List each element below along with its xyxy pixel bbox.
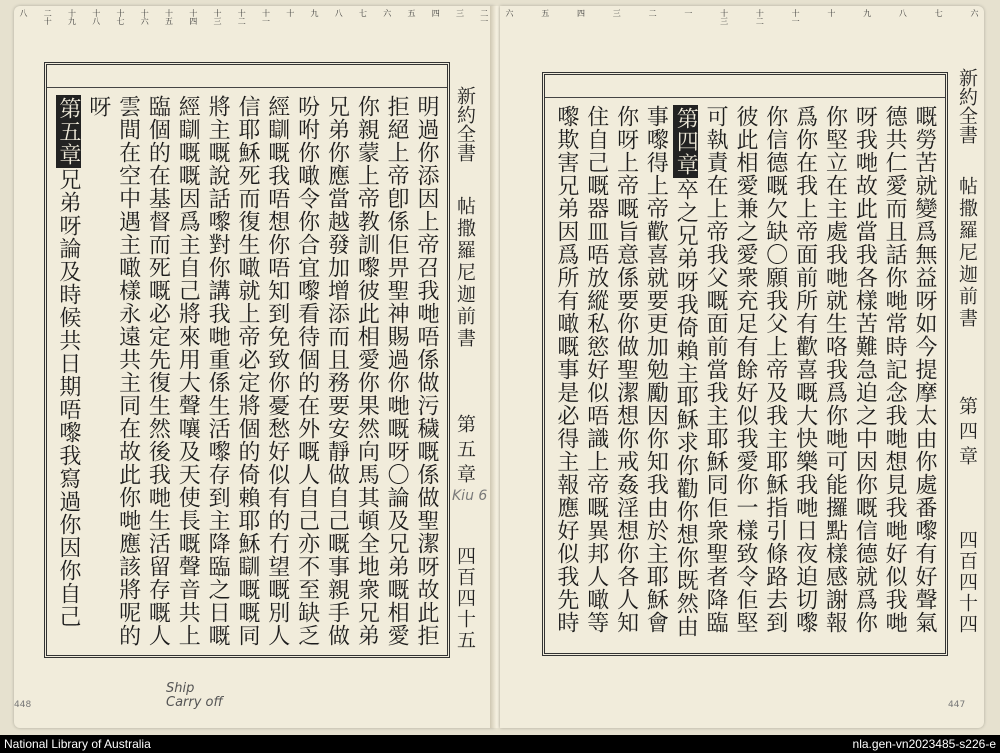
left-text-column-3: 你親蒙上帝教訓嚟彼此相愛你果然向馬其頓全地衆兄弟: [354, 95, 380, 647]
right-tick-2: 七: [934, 9, 944, 17]
right-epistle-title: 帖撒羅尼迦前書: [956, 176, 978, 330]
right-text-column-5: 爲你在我上帝面前所有歡喜嘅大快樂我哋日夜迫切嚟: [792, 105, 818, 634]
right-book-title: 新約全書: [956, 68, 978, 144]
left-text-frame: [44, 62, 450, 658]
right-tick-row: [504, 9, 980, 27]
right-tick-8: 十三: [719, 9, 729, 25]
left-tick-7: 八: [334, 9, 344, 17]
left-tick-14: 十五: [164, 9, 174, 25]
right-text-column-9: 第四章卒之兄弟呀我倚賴主耶穌求你勸你想你既然由: [673, 107, 699, 638]
right-text-column-4: 你堅立在主處我哋就生咯我爲你哋可能攞點樣感謝報: [822, 105, 848, 634]
right-text-column-11: 你呀上帝嘅旨意係要你做聖潔想你戒姦淫想你各人知: [613, 105, 639, 634]
right-text-column-8: 可執責在上帝我父嘅面前當我主耶穌同佢衆聖者降臨: [703, 105, 729, 634]
left-tick-11: 十二: [237, 9, 247, 25]
left-text-column-11: 雲間在空中遇主噉樣永遠共主同在故此你哋應該將呢的: [115, 95, 141, 647]
left-tick-6: 七: [358, 9, 368, 17]
right-tick-11: 三: [612, 9, 622, 17]
left-tick-10: 十一: [261, 9, 271, 25]
left-tick-13: 十四: [188, 9, 198, 25]
pencil-note-ship-line1: Ship: [166, 681, 195, 696]
left-tick-18: 十九: [67, 9, 77, 25]
left-text-column-10: 臨個的在基督而死嘅必定先復生然後我哋生活留存嘅人: [145, 95, 171, 647]
left-tick-4: 五: [407, 9, 416, 17]
left-text-column-6: 經瞓嘅我唔想你唔知到免致你憂愁好似有的冇望嘅別人: [264, 95, 290, 647]
right-tick-9: 一: [683, 9, 693, 17]
right-text-column-1: 嘅勞苦就變爲無益呀如今提摩太由你處番嚟有好聲氣: [912, 105, 937, 634]
left-tick-12: 十三: [213, 9, 222, 25]
footer-bar: [0, 735, 1000, 753]
left-page-number: 四百四十五: [454, 546, 476, 651]
right-page-number: 四百四十四: [956, 530, 978, 635]
left-text-column-7: 信耶穌死而復生噉就上帝必定將個的倚賴耶穌瞓嘅嘅同: [234, 95, 260, 647]
right-tick-4: 九: [862, 9, 872, 17]
left-text-columns: [53, 95, 441, 649]
right-tick-3: 八: [898, 9, 908, 17]
left-tick-17: 十八: [91, 9, 101, 25]
left-text-column-1: 明過你添因上帝召我哋唔係做污穢嘅係做聖潔呀故此拒: [414, 95, 439, 647]
left-text-column-5: 吩咐你噉令你合宜嚟看待個的在外嘅人自己亦不至缺乏: [294, 95, 320, 647]
right-text-column-10: 事嚟得上帝歡喜就要更加勉勵因你知我由於主耶穌會: [643, 105, 669, 634]
left-top-rule: [47, 87, 447, 88]
right-text-column-13: 嚟欺害兄弟因爲所有噉嘅事是必得主報應好似我先時: [553, 105, 579, 634]
footer-identifier: nla.gen-vn2023485-s226-e: [852, 737, 996, 751]
right-top-rule: [545, 97, 945, 98]
right-text-column-12: 住自己嘅器皿唔放縱私慾好似唔識上帝嘅異邦人噉等: [583, 105, 609, 634]
right-chapter-label: 第四章: [956, 396, 978, 471]
right-tick-13: 五: [540, 9, 550, 17]
left-epistle-title: 帖撒羅尼迦前書: [454, 196, 476, 350]
left-tick-19: 二十: [43, 9, 53, 25]
right-text-column-2: 德共仁愛而且話你哋常時記念我哋想見我哋好似我哋: [882, 105, 908, 634]
left-text-column-9: 經瞓嘅嘅因爲主自己將來用大聲嚷及天使長嘅聲音共上: [175, 95, 201, 647]
left-tick-15: 十六: [140, 9, 150, 25]
left-tick-8: 九: [310, 9, 319, 17]
left-chapter-label: 第五章: [454, 414, 476, 489]
left-tick-row: [18, 9, 490, 27]
pencil-note-ship: [166, 682, 223, 710]
pencil-page-number-right: 447: [948, 700, 966, 710]
left-page: [14, 6, 494, 728]
left-text-column-2: 拒絕上帝卽係佢畀聖神賜過你哋嘅呀〇論及兄弟嘅相愛: [384, 95, 410, 647]
left-tick-16: 十七: [116, 9, 125, 25]
left-text-column-12: 呀: [85, 95, 111, 118]
left-tick-3: 四: [431, 9, 441, 17]
right-tick-12: 四: [576, 9, 586, 17]
left-text-column-4: 兄弟你應當越發加增添而且務要安靜做自己嘅事親手做: [324, 95, 350, 647]
right-tick-1: 六: [969, 9, 979, 17]
left-book-title: 新約全書: [454, 86, 476, 162]
pencil-page-number-left: 448: [14, 700, 32, 710]
right-text-column-6: 你信德嘅欠缺〇願我父上帝及我主耶穌指引條路去到: [762, 105, 788, 634]
right-text-column-7: 彼此相愛兼之愛衆充足有餘好似我愛你一樣致令佢堅: [732, 105, 758, 634]
right-text-column-3: 呀我哋故此當我各樣苦難急迫之中因你嘅信德就爲你: [852, 105, 878, 634]
left-tick-1: 二一: [479, 9, 489, 25]
left-tick-9: 十: [285, 9, 295, 17]
right-tick-6: 十一: [791, 9, 801, 25]
left-text-column-8: 將主嘅說話嚟對你講我哋重係生活嚟存到主降臨之日嘅: [205, 95, 231, 647]
footer-library-name: National Library of Australia: [4, 737, 151, 751]
right-text-columns: [551, 105, 939, 647]
right-tick-10: 二: [648, 9, 658, 17]
left-tick-20: 八: [19, 9, 28, 17]
right-page: [500, 6, 984, 728]
left-text-column-13: 第五章兄弟呀論及時候共日期唔嚟我寫過你因你自己: [55, 97, 81, 628]
pencil-note-kiu: Kiu 6: [452, 488, 488, 504]
right-tick-7: 十二: [755, 9, 765, 25]
right-text-frame: [542, 72, 948, 656]
left-tick-5: 六: [382, 9, 392, 17]
right-tick-5: 十: [826, 9, 836, 17]
pencil-note-ship-line2: Carry off: [166, 695, 223, 710]
right-tick-14: 六: [505, 9, 514, 17]
left-tick-2: 三: [455, 9, 465, 17]
